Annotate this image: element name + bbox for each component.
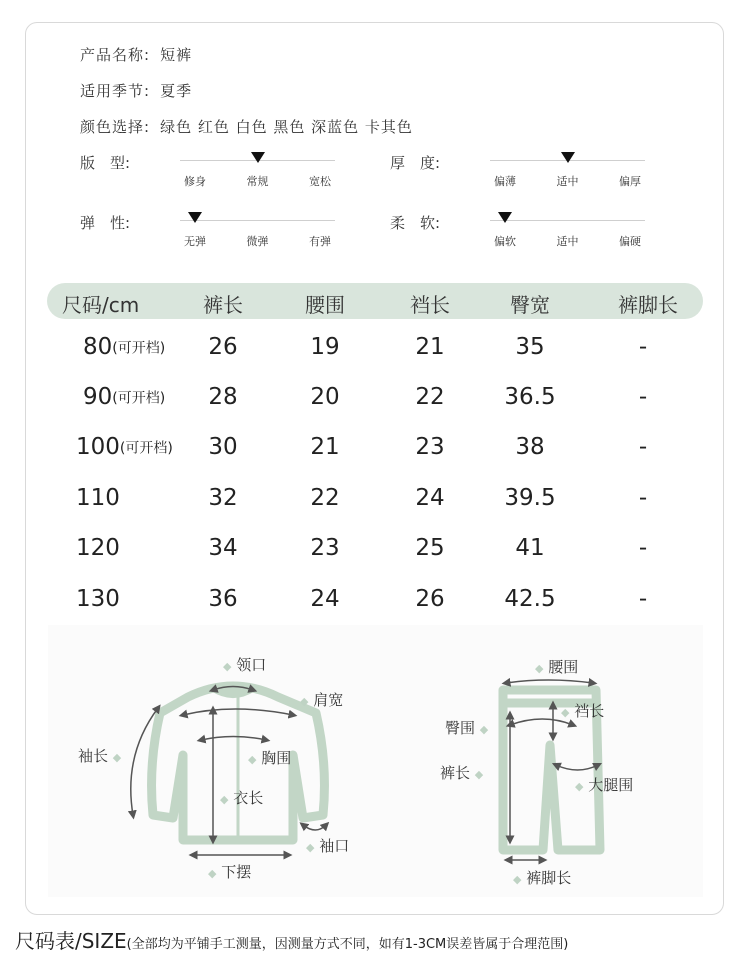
thickness-slider	[390, 152, 670, 192]
elasticity-track	[180, 220, 335, 221]
thickness-pointer-icon	[561, 152, 575, 163]
header-waist: 腰围	[305, 293, 345, 317]
header-leg-opening: 裤脚长	[618, 293, 678, 317]
rise-label	[561, 700, 604, 721]
diamond-icon: ◆	[112, 751, 122, 764]
color-value: 绿色 红色 白色 黑色 深蓝色 卡其色	[160, 118, 413, 136]
waist-text: 腰围	[548, 658, 579, 676]
header-length: 裤长	[203, 293, 243, 317]
leg-opening-label	[513, 867, 571, 888]
cuff-text: 袖口	[319, 837, 350, 855]
table-cell: 30	[208, 434, 238, 460]
table-cell: 36.5	[504, 384, 556, 410]
elasticity-option-1: 无弹	[184, 235, 206, 248]
table-cell: -	[638, 334, 648, 360]
table-row-size	[76, 535, 120, 561]
fit-option-3: 宽松	[309, 175, 331, 188]
inseam-text: 裤长	[440, 764, 471, 782]
chest-text: 胸围	[261, 749, 292, 767]
diamond-icon: ◆	[479, 723, 489, 736]
diamond-icon: ◆	[535, 662, 544, 675]
table-cell: 23	[415, 434, 445, 460]
product-name-row	[80, 44, 192, 65]
softness-track	[490, 220, 645, 221]
elasticity-option-2: 微弹	[246, 235, 269, 248]
table-cell: 25	[415, 535, 445, 561]
size-number: 110	[76, 485, 120, 511]
table-cell: 32	[208, 485, 238, 511]
table-cell: -	[638, 384, 648, 410]
shoulder-text: 肩宽	[313, 691, 344, 709]
table-cell: 41	[515, 535, 545, 561]
diamond-icon: ◆	[474, 768, 484, 781]
size-note: (可开档)	[119, 440, 173, 457]
table-cell: 21	[415, 334, 445, 360]
size-number: 130	[76, 586, 120, 612]
table-cell: 24	[415, 485, 445, 511]
table-cell: 19	[310, 334, 340, 360]
length-text: 衣长	[233, 789, 264, 807]
softness-pointer-icon	[498, 212, 512, 223]
softness-slider	[390, 212, 670, 252]
collar-label	[223, 654, 266, 675]
hem-text: 下摆	[221, 863, 252, 881]
elasticity-pointer-icon	[188, 212, 202, 223]
size-note: (可开档)	[112, 340, 166, 357]
table-cell: 34	[208, 535, 238, 561]
season-row	[80, 80, 192, 101]
fit-option-1: 修身	[184, 175, 206, 188]
season-value: 夏季	[160, 82, 193, 100]
table-cell: 21	[310, 434, 340, 460]
table-cell: 24	[310, 586, 340, 612]
table-cell: 42.5	[504, 586, 556, 612]
hem-label	[208, 861, 251, 882]
thigh-label	[575, 774, 633, 795]
table-cell: 26	[415, 586, 445, 612]
table-row-size	[83, 384, 165, 410]
fit-slider	[80, 152, 360, 192]
thickness-option-2: 适中	[556, 175, 579, 188]
table-cell: -	[638, 434, 648, 460]
fit-pointer-icon	[251, 152, 265, 163]
waist-label	[535, 656, 578, 677]
color-row	[80, 116, 413, 137]
leg-opening-text: 裤脚长	[526, 869, 572, 887]
table-row-size	[76, 434, 173, 460]
elasticity-option-3: 有弹	[309, 235, 331, 248]
diamond-icon: ◆	[223, 660, 232, 673]
table-cell: 20	[310, 384, 340, 410]
table-cell: 36	[208, 586, 238, 612]
table-cell: 28	[208, 384, 238, 410]
thickness-option-3: 偏厚	[619, 175, 641, 188]
diamond-icon: ◆	[300, 695, 309, 708]
softness-option-2: 适中	[556, 235, 579, 248]
sleeve-text: 袖长	[78, 747, 109, 765]
chest-label	[248, 747, 291, 768]
table-cell: 22	[415, 384, 445, 410]
table-cell: 39.5	[504, 485, 556, 511]
diamond-icon: ◆	[575, 780, 584, 793]
table-cell: 22	[310, 485, 340, 511]
footer-caption	[15, 925, 568, 954]
table-cell: -	[638, 535, 648, 561]
header-rise: 裆长	[410, 293, 450, 317]
thickness-option-1: 偏薄	[494, 175, 516, 188]
table-cell: 26	[208, 334, 238, 360]
color-label: 颜色选择:	[80, 118, 151, 136]
thickness-label: 厚 度:	[390, 154, 441, 172]
table-row-size	[76, 586, 120, 612]
table-cell: -	[638, 485, 648, 511]
product-name-value: 短裤	[160, 46, 193, 64]
size-number: 120	[76, 535, 120, 561]
cuff-label	[306, 835, 349, 856]
header-hip: 臀宽	[510, 293, 550, 317]
diamond-icon: ◆	[208, 867, 217, 880]
header-size: 尺码/cm	[62, 293, 140, 317]
table-cell: 38	[515, 434, 545, 460]
rise-text: 裆长	[574, 702, 605, 720]
sleeve-label	[78, 745, 121, 766]
table-row-size	[83, 334, 165, 360]
table-cell: 35	[515, 334, 545, 360]
elasticity-label: 弹 性:	[80, 214, 131, 232]
hip-label	[445, 717, 488, 738]
diamond-icon: ◆	[306, 841, 315, 854]
inseam-label	[440, 762, 483, 783]
footer-note: (全部均为平铺手工测量，因测量方式不同，如有1-3CM误差皆属于合理范围)	[126, 937, 569, 952]
diamond-icon: ◆	[220, 793, 229, 806]
fit-option-2: 常规	[246, 175, 269, 188]
diamond-icon: ◆	[513, 873, 522, 886]
season-label: 适用季节:	[80, 82, 151, 100]
shoulder-label	[300, 689, 343, 710]
softness-option-3: 偏硬	[619, 235, 641, 248]
softness-option-1: 偏软	[494, 235, 516, 248]
collar-text: 领口	[236, 656, 267, 674]
size-number: 80	[83, 334, 113, 360]
fit-label: 版 型:	[80, 154, 131, 172]
hip-text: 臀围	[445, 719, 476, 737]
diamond-icon: ◆	[248, 753, 257, 766]
measurement-diagram	[48, 625, 703, 897]
diamond-icon: ◆	[561, 706, 570, 719]
footer-title: 尺码表/SIZE	[15, 929, 127, 953]
softness-label: 柔 软:	[390, 214, 441, 232]
elasticity-slider	[80, 212, 360, 252]
table-cell: 23	[310, 535, 340, 561]
product-name-label: 产品名称:	[80, 46, 151, 64]
size-note: (可开档)	[112, 390, 166, 407]
size-number: 90	[83, 384, 113, 410]
size-number: 100	[76, 434, 120, 460]
table-cell: -	[638, 586, 648, 612]
thigh-text: 大腿围	[588, 776, 634, 794]
length-label	[220, 787, 263, 808]
table-row-size	[76, 485, 120, 511]
garment-illustration	[48, 625, 703, 897]
